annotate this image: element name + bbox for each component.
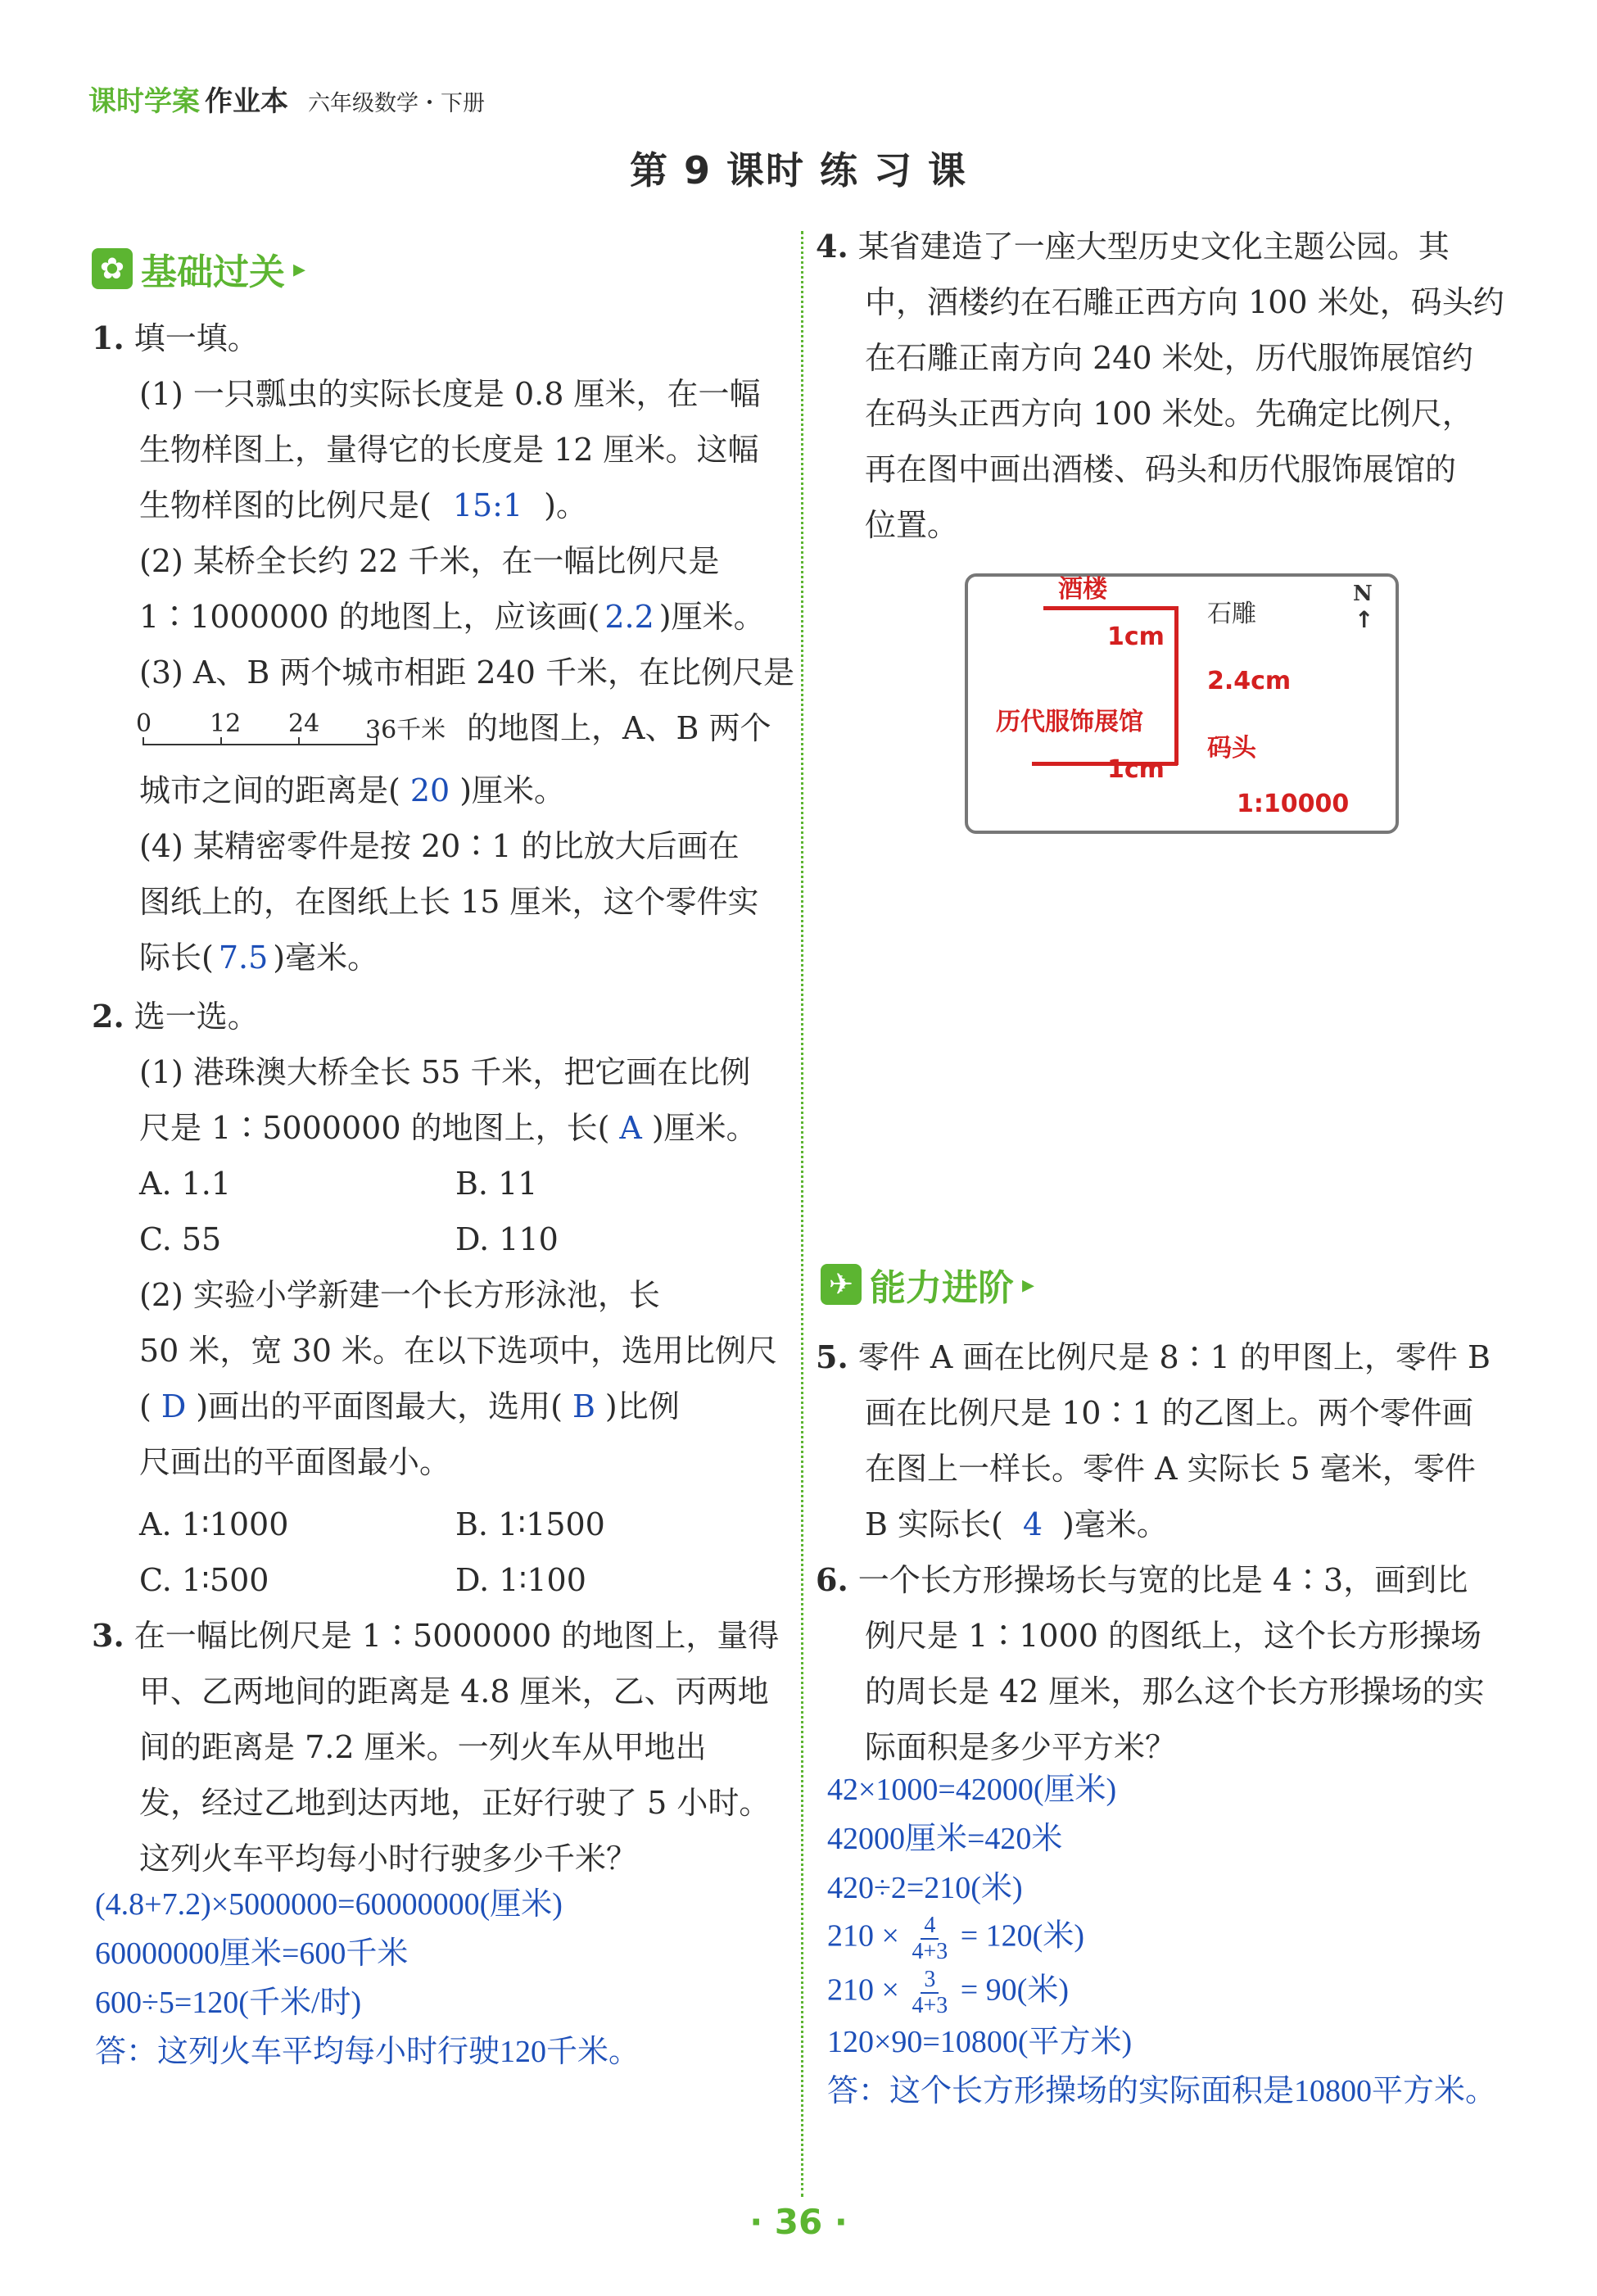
- q5-l2: 画在比例尺是 10∶1 的乙图上。两个零件画: [865, 1395, 1473, 1431]
- scale-tick-0: 0: [136, 709, 152, 738]
- q1-p2-l2: 1∶1000000 的地图上，应该画( 2.2 )厘米。: [139, 599, 765, 635]
- fraction-4-7: $\frac{4}{4+3}$: [912, 1913, 948, 1964]
- q2-p2-l2: 50 米，宽 30 米。在以下选项中，选用比例尺: [139, 1333, 777, 1369]
- q1-p2-answer: 2.2: [604, 599, 654, 635]
- q1-p4-answer: 7.5: [218, 940, 269, 976]
- q2-p2-opt-b: B. 1∶1500: [455, 1506, 605, 1542]
- q1-p4-l2: 图纸上的，在图纸上长 15 厘米，这个零件实: [139, 884, 759, 920]
- label-shidiao: 石雕: [1207, 600, 1256, 628]
- q2-p1-l1: (1) 港珠澳大桥全长 55 千米，把它画在比例: [139, 1054, 751, 1090]
- q4-l5: 再在图中画出酒楼、码头和历代服饰展馆的: [865, 451, 1457, 487]
- section-advanced: [821, 1258, 1034, 1311]
- q2-p1-opt-c: C. 55: [139, 1221, 222, 1257]
- q1-p1-l1: (1) 一只瓢虫的实际长度是 0.8 厘米，在一幅: [139, 376, 761, 412]
- header-brand: [88, 79, 485, 119]
- gear-icon: ✿: [92, 248, 133, 289]
- label-1cm-top: 1cm: [1107, 623, 1165, 651]
- q5-l1: 5. 零件 A 画在比例尺是 8∶1 的甲图上，零件 B: [816, 1338, 1491, 1375]
- q6-l2: 例尺是 1∶1000 的图纸上，这个长方形操场: [865, 1618, 1482, 1654]
- q2-stem: 2. 选一选。: [92, 998, 259, 1035]
- fraction-3-7: $\frac{3}{4+3}$: [912, 1967, 948, 2018]
- section-basic-label: 基础过关: [141, 251, 285, 293]
- map-diagram: [965, 573, 1399, 834]
- q4-l1: 4. 某省建造了一座大型历史文化主题公园。其: [816, 228, 1450, 265]
- q1-p3-l1: (3) A、B 两个城市相距 240 千米，在比例尺是: [139, 654, 795, 691]
- q3-l2: 甲、乙两地间的距离是 4.8 厘米，乙、丙两地: [139, 1673, 769, 1710]
- brand-subject: 六年级数学・下册: [308, 91, 485, 116]
- line-scale-bar: [136, 709, 464, 755]
- north-label: N: [1353, 582, 1373, 606]
- q1-stem: 1. 填一填。: [92, 319, 259, 356]
- q6-l4: 际面积是多少平方米？: [865, 1729, 1177, 1765]
- q4-l4: 在码头正西方向 100 米处。先确定比例尺，: [865, 396, 1473, 432]
- q2-p1-l2: 尺是 1∶5000000 的地图上，长( A )厘米。: [139, 1110, 758, 1146]
- page-title: 第 9 课时 练 习 课: [629, 148, 968, 192]
- q5-l3: 在图上一样长。零件 A 实际长 5 毫米，零件: [865, 1451, 1476, 1487]
- q4-l6: 位置。: [865, 507, 959, 543]
- q2-p2-answer2: B: [572, 1388, 595, 1424]
- q6-solution-1: 42×1000=42000(厘米): [827, 1773, 1117, 1807]
- q1-p1-l3: 生物样图的比例尺是( 15:1 )。: [139, 487, 587, 523]
- q6-solution-6: 120×90=10800(平方米): [827, 2025, 1133, 2059]
- q1-p4-l3: 际长( 7.5 )毫米。: [139, 940, 379, 976]
- runner-icon: ✈: [821, 1264, 862, 1305]
- label-map-scale: 1:10000: [1237, 790, 1350, 818]
- q1-p3-answer: 20: [409, 772, 450, 808]
- q3-l5: 这列火车平均每小时行驶多少千米？: [139, 1841, 638, 1877]
- q2-p1-opt-a: A. 1.1: [139, 1166, 232, 1202]
- q3-solution-3: 600÷5=120(千米/时): [95, 1986, 362, 2020]
- q3-solution-1: (4.8+7.2)×5000000=60000000(厘米): [95, 1887, 563, 1922]
- label-matou: 码头: [1207, 734, 1256, 763]
- q5-answer: 4: [1022, 1506, 1043, 1542]
- q6-l1: 6. 一个长方形操场长与宽的比是 4∶3，画到比: [816, 1561, 1468, 1598]
- q2-p1-opt-d: D. 110: [455, 1221, 559, 1257]
- q1-p3-l2: 的地图上，A、B 两个: [467, 710, 771, 746]
- q2-p2-l1: (2) 实验小学新建一个长方形泳池，长: [139, 1277, 660, 1313]
- q1-p3-l3: 城市之间的距离是( 20 )厘米。: [139, 772, 566, 808]
- q2-p2-answer1: D: [161, 1388, 187, 1424]
- q3-l4: 发，经过乙地到达丙地，正好行驶了 5 小时。: [139, 1785, 771, 1821]
- chevron-right-icon: ▸: [1022, 1270, 1035, 1299]
- q1-p1-l2: 生物样图上，量得它的长度是 12 厘米。这幅: [139, 432, 759, 468]
- q2-p1-answer: A: [619, 1110, 642, 1146]
- brand-black: 作业本: [205, 85, 288, 118]
- scale-tick-12: 12: [210, 709, 242, 738]
- q6-l3: 的周长是 42 厘米，那么这个长方形操场的实: [865, 1673, 1485, 1710]
- q3-l1: 3. 在一幅比例尺是 1∶5000000 的地图上，量得: [92, 1617, 780, 1654]
- scale-tick-24: 24: [288, 709, 320, 738]
- q1-p2-l1: (2) 某桥全长约 22 千米，在一幅比例尺是: [139, 543, 720, 579]
- label-2-4cm: 2.4cm: [1207, 667, 1292, 695]
- scale-line: [143, 744, 377, 745]
- q4-l2: 中，酒楼约在石雕正西方向 100 米处，码头约: [865, 284, 1504, 320]
- arrow-up-icon: ↑: [1355, 606, 1374, 633]
- q6-solution-3: 420÷2=210(米): [827, 1871, 1023, 1905]
- column-divider: [801, 231, 803, 2197]
- scale-tick-36: 36千米: [365, 716, 446, 745]
- chevron-right-icon: ▸: [293, 254, 306, 283]
- q4-l3: 在石雕正南方向 240 米处，历代服饰展馆约: [865, 340, 1473, 376]
- q5-l4: B 实际长( 4 )毫米。: [865, 1506, 1168, 1542]
- q2-p2-l4: 尺画出的平面图最小。: [139, 1444, 451, 1480]
- path-shidiao-matou: [1174, 606, 1179, 765]
- label-guan: 历代服饰展馆: [996, 708, 1143, 736]
- q3-solution-2: 60000000厘米=600千米: [95, 1936, 409, 1971]
- label-1cm-bottom: 1cm: [1107, 755, 1165, 784]
- q6-solution-2: 42000厘米=420米: [827, 1822, 1063, 1856]
- q6-solution-7: 答：这个长方形操场的实际面积是10800平方米。: [827, 2074, 1497, 2108]
- q2-p2-opt-d: D. 1∶100: [455, 1562, 586, 1598]
- q1-p1-answer: 15:1: [452, 487, 523, 523]
- brand-green: 课时学案: [88, 85, 200, 118]
- q3-l3: 间的距离是 7.2 厘米。一列火车从甲地出: [139, 1729, 707, 1765]
- q6-solution-5: 210 × $\frac{3}{4+3}$ = 90(米): [827, 1967, 1069, 2018]
- q2-p2-l3: ( D )画出的平面图最大，选用( B )比例: [139, 1388, 680, 1424]
- q6-solution-4: 210 × $\frac{4}{4+3}$ = 120(米): [827, 1913, 1084, 1964]
- q1-p4-l1: (4) 某精密零件是按 20∶1 的比放大后画在: [139, 828, 740, 864]
- path-jiulou-shidiao: [1043, 606, 1176, 610]
- section-advanced-label: 能力进阶: [870, 1267, 1014, 1309]
- page-number: · 36 ·: [749, 2202, 848, 2242]
- q2-p2-opt-c: C. 1∶500: [139, 1562, 269, 1598]
- q2-p1-opt-b: B. 11: [455, 1166, 538, 1202]
- section-basic: [92, 242, 305, 295]
- q3-solution-4: 答：这列火车平均每小时行驶120千米。: [95, 2035, 640, 2069]
- label-jiulou: 酒楼: [1058, 575, 1107, 604]
- q2-p2-opt-a: A. 1∶1000: [139, 1506, 289, 1542]
